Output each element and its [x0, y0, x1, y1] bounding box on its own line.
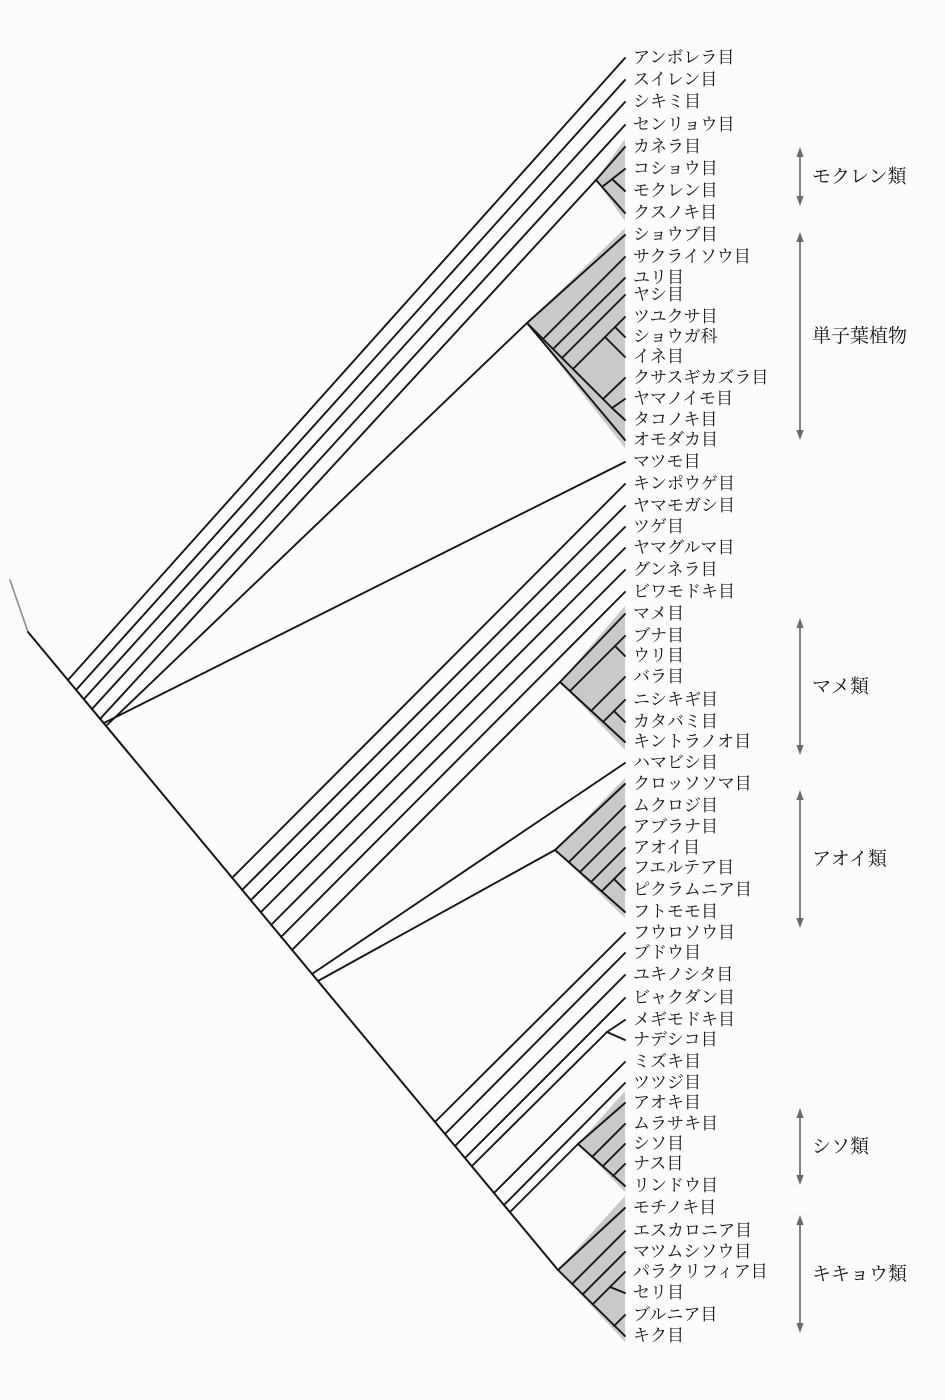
- tip-label: パラクリフィア目: [633, 1262, 768, 1282]
- tip-label: アブラナ目: [633, 817, 718, 837]
- tip-label: ヤマグルマ目: [633, 538, 735, 558]
- tip-label: センリョウ目: [633, 115, 735, 135]
- tip-label: ヤマモガシ目: [633, 496, 735, 516]
- tip-label: ツゲ目: [633, 517, 684, 537]
- clade-label-fabids: マメ類: [812, 675, 870, 698]
- tip-label: キク目: [633, 1326, 684, 1346]
- tip-label: ツユクサ目: [633, 307, 718, 327]
- tip-label: ブナ目: [633, 626, 684, 646]
- tip-label: ユキノシタ目: [633, 965, 734, 985]
- tip-label: シキミ目: [633, 92, 701, 112]
- tip-label: クロッソソマ目: [633, 774, 752, 794]
- tip-label: ムラサキ目: [633, 1114, 718, 1134]
- tip-label: オモダカ目: [633, 430, 718, 450]
- tip-label: ビワモドキ目: [633, 582, 735, 602]
- tip-label: スイレン目: [633, 70, 718, 90]
- clade-label-magnoliids: モクレン類: [812, 165, 907, 188]
- clade-label-monocots: 単子葉植物: [812, 325, 908, 347]
- tip-label: アオキ目: [633, 1093, 701, 1113]
- tip-label: ビャクダン目: [633, 988, 735, 1008]
- tip-label: グンネラ目: [633, 560, 718, 580]
- tip-label: マツムシソウ目: [633, 1242, 752, 1262]
- tip-label: ピクラムニア目: [633, 880, 752, 900]
- tip-label: マメ目: [633, 604, 684, 624]
- tip-label: モクレン目: [633, 181, 718, 201]
- tip-label: ショウガ科: [633, 327, 718, 347]
- tip-label: アオイ目: [633, 838, 700, 858]
- tip-label: クスノキ目: [633, 203, 718, 223]
- tip-label: カタバミ目: [633, 712, 718, 732]
- tip-label: キンポウゲ目: [633, 474, 735, 494]
- tip-label: クサスギカズラ目: [633, 368, 769, 388]
- tip-label: フウロソウ目: [633, 923, 735, 943]
- clade-label-campanulids: キキョウ類: [812, 1263, 908, 1285]
- tip-label: ミズキ目: [633, 1052, 701, 1072]
- tip-label: ナデシコ目: [633, 1030, 718, 1050]
- tip-label: エスカロニア目: [633, 1221, 752, 1241]
- tip-label: フエルテア目: [633, 858, 735, 878]
- tip-label: シソ目: [633, 1134, 684, 1154]
- tip-label: アンボレラ目: [633, 48, 735, 68]
- tip-label: ニシキギ目: [633, 690, 718, 710]
- tip-label: ブルニア目: [633, 1305, 718, 1325]
- tip-label: カネラ目: [633, 137, 701, 157]
- tip-label: ユリ目: [633, 268, 684, 288]
- tip-label: ハマビシ目: [633, 753, 718, 773]
- tip-label: キントラノオ目: [633, 732, 752, 752]
- tip-label: マツモ目: [633, 452, 701, 472]
- tip-label: ショウブ目: [633, 225, 718, 245]
- tip-label: リンドウ目: [633, 1176, 718, 1196]
- tip-label: ナス目: [633, 1154, 684, 1174]
- tip-label: バラ目: [633, 667, 684, 687]
- tip-label: ウリ目: [633, 646, 684, 666]
- tip-label: モチノキ目: [633, 1198, 717, 1218]
- tip-label: ヤマノイモ目: [633, 389, 733, 409]
- tip-label: メギモドキ目: [633, 1010, 735, 1030]
- tip-label: ヤシ目: [633, 285, 684, 305]
- tip-label: ツツジ目: [633, 1073, 701, 1093]
- tip-label: イネ目: [633, 347, 684, 367]
- tip-label: セリ目: [633, 1283, 684, 1303]
- clade-label-lamiids: シソ類: [812, 1135, 870, 1158]
- tip-label: タコノキ目: [633, 410, 718, 430]
- tip-label: コショウ目: [633, 159, 718, 179]
- clade-label-malvids: アオイ類: [812, 848, 887, 870]
- tip-label: ブドウ目: [633, 943, 701, 963]
- tip-label: ムクロジ目: [633, 796, 718, 816]
- tip-label: フトモモ目: [633, 902, 718, 922]
- tip-label: サクライソウ目: [633, 247, 751, 267]
